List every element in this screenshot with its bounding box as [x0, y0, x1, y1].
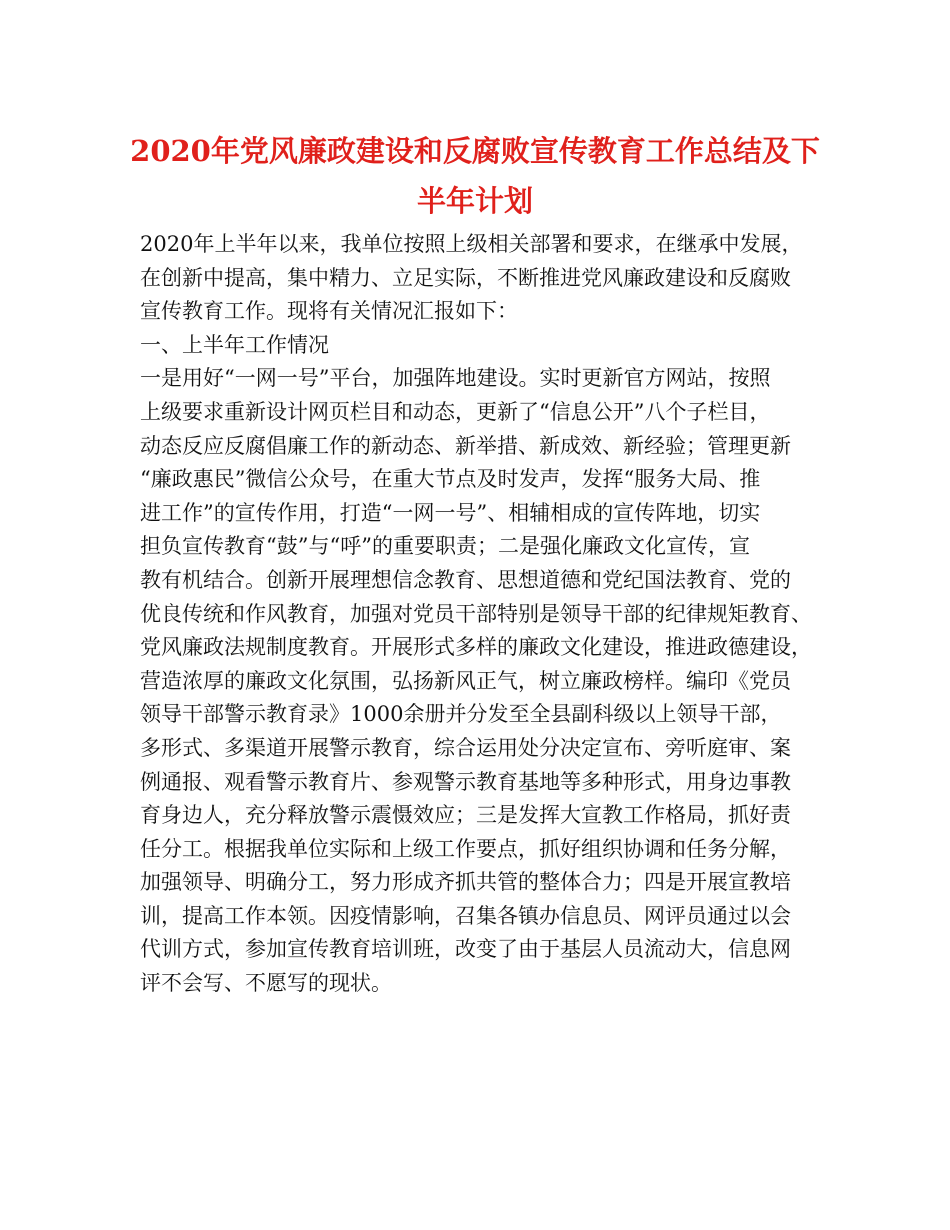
body-line: 营造浓厚的廉政文化氛围，弘扬新风正气，树立廉政榜样。编印《党员 — [140, 668, 791, 693]
body-line: 教有机结合。创新开展理想信念教育、思想道德和党纪国法教育、党的 — [140, 567, 791, 592]
body-line: 加强领导、明确分工，努力形成齐抓共管的整体合力；四是开展宣教培 — [140, 870, 791, 895]
body-line: 2020年上半年以来，我单位按照上级相关部署和要求，在继承中发展， — [140, 232, 803, 256]
body-line: 任分工。根据我单位实际和上级工作要点，抓好组织协调和任务分解， — [140, 836, 791, 861]
body-line: 一是用好“一网一号”平台，加强阵地建设。实时更新官方网站，按照 — [140, 366, 771, 391]
body-line: 优良传统和作风教育，加强对党员干部特别是领导干部的纪律规矩教育、 — [140, 601, 812, 626]
body-line: 领导干部警示教育录》1000余册并分发至全县副科级以上领导干部， — [140, 702, 782, 727]
body-line: 担负宣传教育“鼓”与“呼”的重要职责；二是强化廉政文化宣传，宣 — [140, 534, 750, 559]
body-line: 动态反应反腐倡廉工作的新动态、新举措、新成效、新经验；管理更新 — [140, 433, 791, 458]
body-line: 育身边人，充分释放警示震慑效应；三是发挥大宣教工作格局，抓好责 — [140, 803, 791, 828]
body-line: 上级要求重新设计网页栏目和动态，更新了“信息公开”八个子栏目， — [140, 399, 771, 424]
body-line: 例通报、观看警示教育片、参观警示教育基地等多种形式，用身边事教 — [140, 769, 791, 794]
document-body — [140, 228, 830, 1001]
title-line-2: 半年计划 — [416, 184, 533, 218]
body-line: “廉政惠民”微信公众号，在重大节点及时发声，发挥“服务大局、推 — [140, 467, 761, 492]
body-line: 代训方式，参加宣传教育培训班，改变了由于基层人员流动大，信息网 — [140, 937, 791, 962]
body-line: 评不会写、不愿写的现状。 — [140, 971, 392, 996]
section-heading: 一、上半年工作情况 — [140, 332, 329, 357]
body-line: 党风廉政法规制度教育。开展形式多样的廉政文化建设，推进政德建设， — [140, 635, 812, 660]
body-line: 进工作”的宣传作用，打造“一网一号”、相辅相成的宣传阵地，切实 — [140, 500, 761, 525]
body-line: 在创新中提高，集中精力、立足实际，不断推进党风廉政建设和反腐败 — [140, 265, 791, 290]
document-title — [120, 126, 830, 226]
body-line: 多形式、多渠道开展警示教育，综合运用处分决定宣布、旁听庭审、案 — [140, 735, 791, 760]
body-line: 宣传教育工作。现将有关情况汇报如下： — [140, 299, 518, 324]
body-line: 训，提高工作本领。因疫情影响，召集各镇办信息员、网评员通过以会 — [140, 903, 791, 928]
title-line-1: 2020年党风廉政建设和反腐败宣传教育工作总结及下 — [130, 134, 820, 168]
